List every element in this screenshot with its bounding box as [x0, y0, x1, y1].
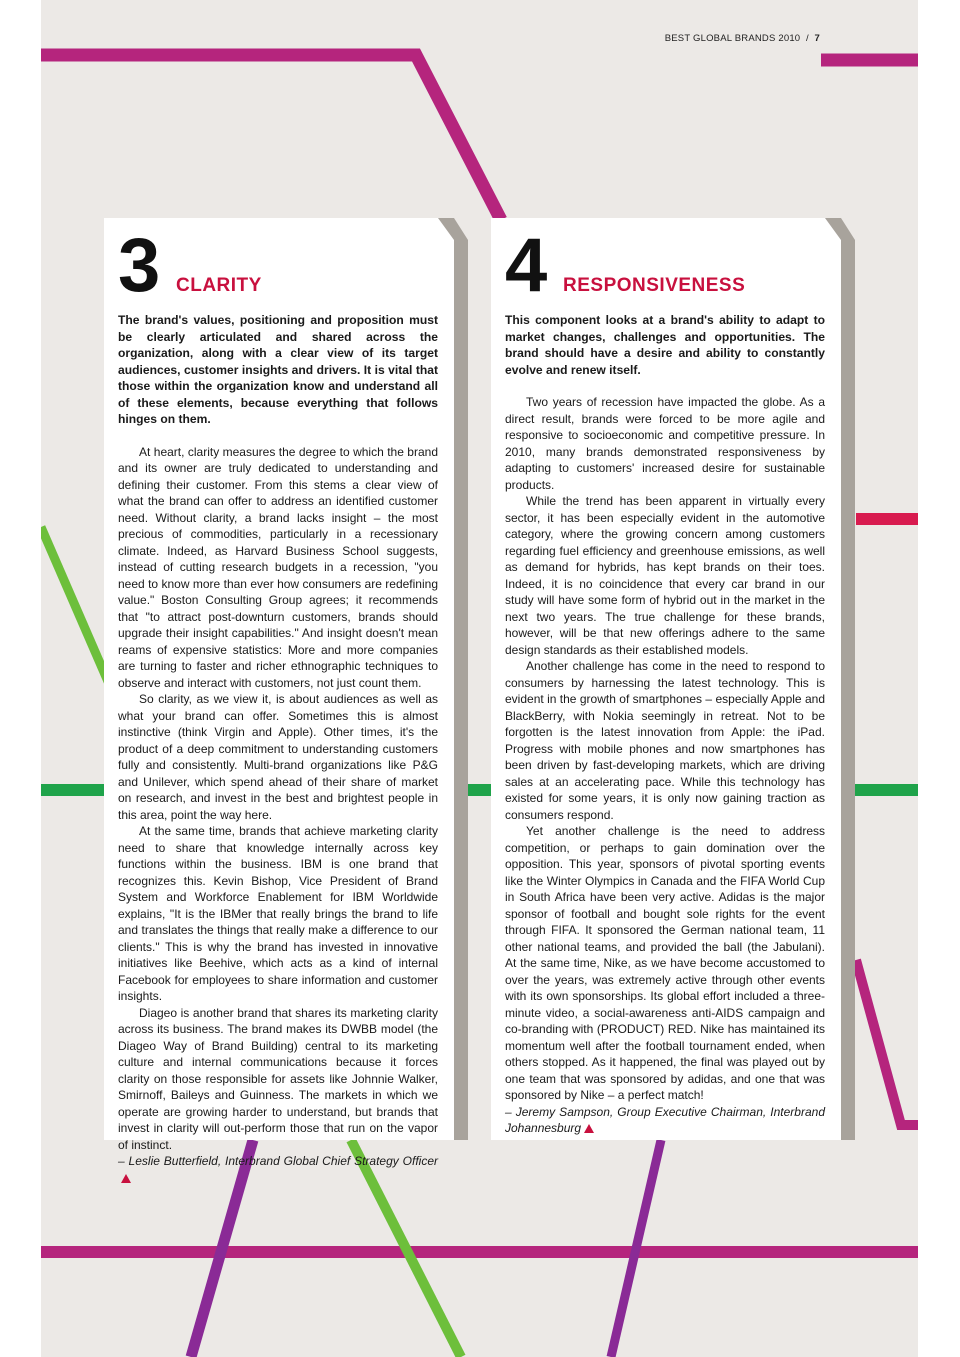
body-paragraph: Yet another challenge is the need to address competition, or perhaps to gain domination over the opposition. This year, sponsors of pivotal sporting events like the Winter Olympics in Canada and the FIFA World Cup in South Africa have been very active. Adidas is the major sponsor of football and bought sole rights for the event through FIFA. It sponsored the German national team, 11 other national teams, and provided the ball (the Jabulani). At the same time, Nike, as we have become accustomed to over the years, was extremely active through other events with its own sponsorships. Its global effort included a three-minute video, a social-awareness anti-AIDS campaign and co-branding with (PRODUCT) RED. Nike has maintained its momentum well after the football tournament ended, when others stopped. As it happened, the final was played out by one team that was sponsored by adidas, and one that was sponsored by Nike – a perfect match! [505, 824, 825, 1102]
section-number: 3 [118, 223, 161, 308]
author-signature: – Jeremy Sampson, Group Executive Chairman, Interbrand Johannesburg [505, 1104, 825, 1135]
section-title: RESPONSIVENESS [563, 275, 746, 296]
magenta-line-top [41, 55, 501, 220]
magenta-line-right-lower [856, 960, 918, 1125]
section-number: 4 [505, 223, 548, 308]
section-panel-clarity [104, 218, 454, 1168]
body-paragraph: Diageo is another brand that shares its marketing clarity across its business. The brand makes its DWBB model (the Diageo Way of Brand Building) central to its marketing culture and internal communications because it forces clarity on those responsible for assets like Johnnie Walker, Smirnoff, Baileys and Guinness. The markets in which we operate are growing harder to understand, but brands that invest in clarity will out-perform those that run on the vapor of instinct. [118, 1005, 438, 1152]
panel-corner-fold [825, 218, 855, 268]
header-separator: / [805, 33, 809, 44]
section-intro: This component looks at a brand's ability to adapt to market changes, challenges and opportunities. The brand should have a desire and ability to constantly evolve and renew itself. [505, 313, 825, 377]
author-signature: – Leslie Butterfield, Interbrand Global Chief Strategy Officer [118, 1154, 438, 1168]
body-paragraph: At heart, clarity measures the degree to which the brand and its owner are truly dedicated to understanding and defining their customer. From this stems a clear view of what the brand can offer to address an identified customer need. Without clarity, a brand lacks insight – the most precious of commodities, particularly in a recessionary climate. Indeed, as Harvard Business School suggests, instead of cutting research budgets in a recession, "you need to know more than ever how consumers are redefining value." Boston Consulting Group agrees; it recommends that "to attract post-downturn customers, brands should upgrade their insight capabilities." And insight doesn't mean reams of expensive statistics: More and more companies are turning to faster and richer ethnographic techniques to observe and interact with customers, not just count them. [118, 444, 438, 690]
panel-corner-fold [438, 218, 468, 268]
panel-shadow [454, 240, 468, 1140]
publication-title: BEST GLOBAL BRANDS 2010 [664, 33, 801, 44]
body-paragraph: Two years of recession have impacted the globe. As a direct result, brands were forced to be more agile and responsive to socioeconomic and competitive pressure. In 2010, many brands demonstrated responsiveness by adapting to customers' increased desire for sustainable products. [505, 395, 825, 492]
signature-line [118, 1153, 438, 1186]
magenta-line-right-corner [819, 55, 851, 230]
section-panel-responsiveness [491, 218, 841, 1140]
panel-shadow [841, 240, 855, 1140]
body-paragraph: While the trend has been apparent in virtually every sector, it has been especially evident in the automotive category, where the growing concern among customers regarding fuel efficiency and greenhouse emissions, as well as demand for hybrids, has kept brands on their toes. Indeed, it is no coincidence that every car brand in our study will have some form of hybrid out in the market in the next two years. The true challenge for these brands, however, will be that new offerings adhere to the same design standards as their established models. [505, 494, 825, 657]
running-header [665, 33, 820, 44]
page-background [41, 0, 918, 1357]
end-mark-icon [121, 1174, 131, 1183]
section-body [118, 444, 438, 1187]
section-intro: The brand's values, positioning and proposition must be clearly articulated and shared across the organization, along with a clear view of its target audiences, customer insights and drivers. It is vital that those within the organization know and understand all of these elements, because everything that follows hinges on them. [118, 313, 438, 426]
signature-line [505, 1104, 825, 1137]
body-paragraph: At the same time, brands that achieve marketing clarity need to share that knowledge internally across key functions within the business. IBM is one brand that recognizes this. Kevin Bishop, Vice President of Brand System and Workforce Enablement for IBM Worldwide explains, "It is the IBMer that really brings the brand to life and translates the things that really make a difference to our clients." This is why the brand has invested in innovative initiatives like Beehive, which acts as a kind of internal Facebook for employees to share information and customer insights. [118, 824, 438, 1003]
body-paragraph: So clarity, as we view it, is about audiences as well as what your brand can offer. Sometimes this is almost instinctive (think Virgin and Apple). Other times, it's the product of a deep commitment to understanding customers fully and consistently. Multi-brand organizations like P&G and Unilever, which spend ahead of their share of market on research, and invest in the best and brightest people in this area, point the way here. [118, 692, 438, 822]
section-title: CLARITY [176, 275, 262, 296]
section-body [505, 394, 825, 1137]
page-number: 7 [814, 33, 820, 44]
end-mark-icon [584, 1124, 594, 1133]
body-paragraph: Another challenge has come in the need to respond to consumers by harnessing the latest technology. This is evident in the growth of smartphones – especially Apple and BlackBerry, with Nokia seemingly in retreat. Not to be forgotten is the latest innovation from Apple: the iPad. Progress with mobile phones and now smartphones has been driven by fast-developing markets, which are driving sales at an accelerating pace. While this technology has existed for some years, it is only now gaining traction as consumers respond. [505, 659, 825, 822]
